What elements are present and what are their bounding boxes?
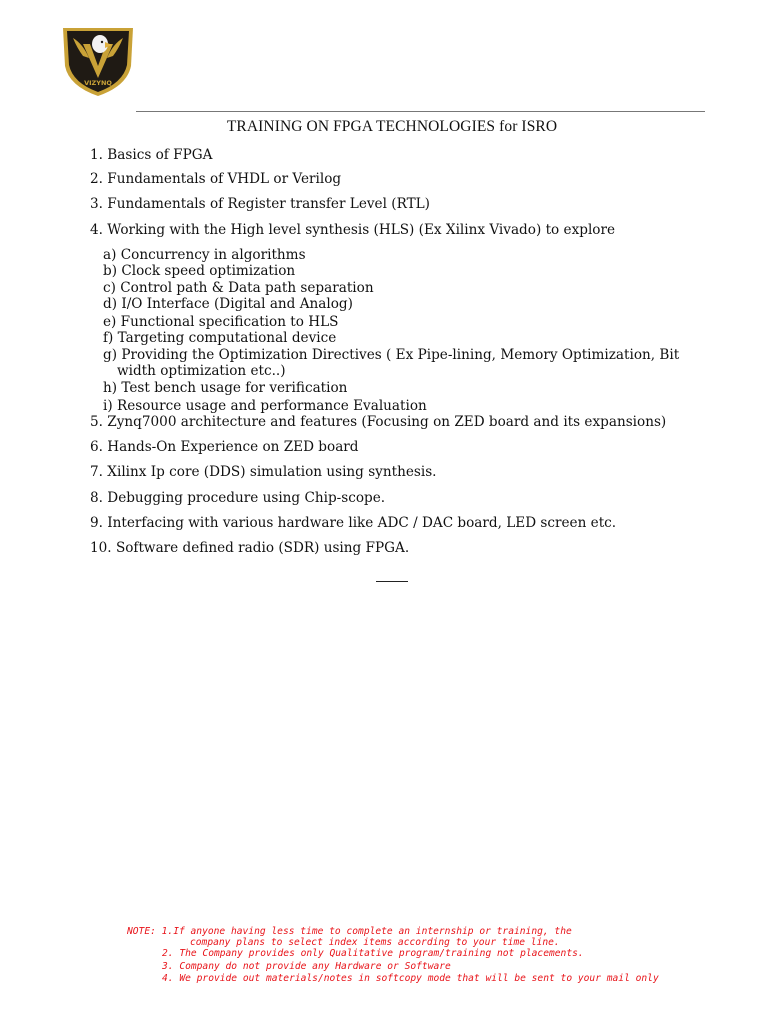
sub-list-item: h) Test bench usage for verification	[103, 380, 348, 396]
list-item: 5. Zynq7000 architecture and features (Focusing on ZED board and its expansions)	[90, 414, 667, 430]
list-item: 6. Hands-On Experience on ZED board	[90, 439, 359, 455]
sub-list-item: a) Concurrency in algorithms	[103, 247, 306, 263]
note-line: 2. The Company provides only Qualitative program/training not placements.	[162, 948, 584, 959]
sub-list-item-continuation: width optimization etc..)	[117, 363, 286, 379]
note-line: company plans to select index items according to your time line.	[190, 937, 560, 948]
sub-list-item: i) Resource usage and performance Evaluation	[103, 398, 427, 414]
sub-list-item: d) I/O Interface (Digital and Analog)	[103, 296, 353, 312]
note-line: NOTE: 1.If anyone having less time to complete an internship or training, the	[127, 926, 572, 937]
list-item: 10. Software defined radio (SDR) using FPGA.	[90, 540, 410, 556]
sub-list-item: b) Clock speed optimization	[103, 263, 296, 279]
note-line: 3. Company do not provide any Hardware or Software	[162, 961, 451, 972]
document-title: TRAINING ON FPGA TECHNOLOGIES for ISRO	[226, 118, 558, 135]
list-item: 7. Xilinx Ip core (DDS) simulation using synthesis.	[90, 464, 437, 480]
list-item: 4. Working with the High level synthesis (HLS) (Ex Xilinx Vivado) to explore	[90, 222, 616, 238]
list-item: 3. Fundamentals of Register transfer Level (RTL)	[90, 196, 430, 212]
sub-list-item: f) Targeting computational device	[103, 330, 337, 346]
list-item: 2. Fundamentals of VHDL or Verilog	[90, 171, 342, 187]
company-logo	[59, 22, 137, 98]
logo-text: VIZYNQ	[84, 79, 112, 87]
header-rule	[136, 111, 705, 112]
eagle-shield-icon	[59, 22, 137, 98]
list-item: 8. Debugging procedure using Chip-scope.	[90, 490, 386, 506]
note-line: 4. We provide out materials/notes in softcopy mode that will be sent to your mail only	[162, 973, 659, 984]
sub-list-item: e) Functional specification to HLS	[103, 314, 339, 330]
list-item: 9. Interfacing with various hardware like ADC / DAC board, LED screen etc.	[90, 515, 617, 531]
end-mark	[376, 581, 408, 582]
list-item: 1. Basics of FPGA	[90, 147, 213, 163]
sub-list-item: c) Control path & Data path separation	[103, 280, 374, 296]
sub-list-item: g) Providing the Optimization Directives ( Ex Pipe-lining, Memory Optimization, Bit	[103, 347, 680, 363]
